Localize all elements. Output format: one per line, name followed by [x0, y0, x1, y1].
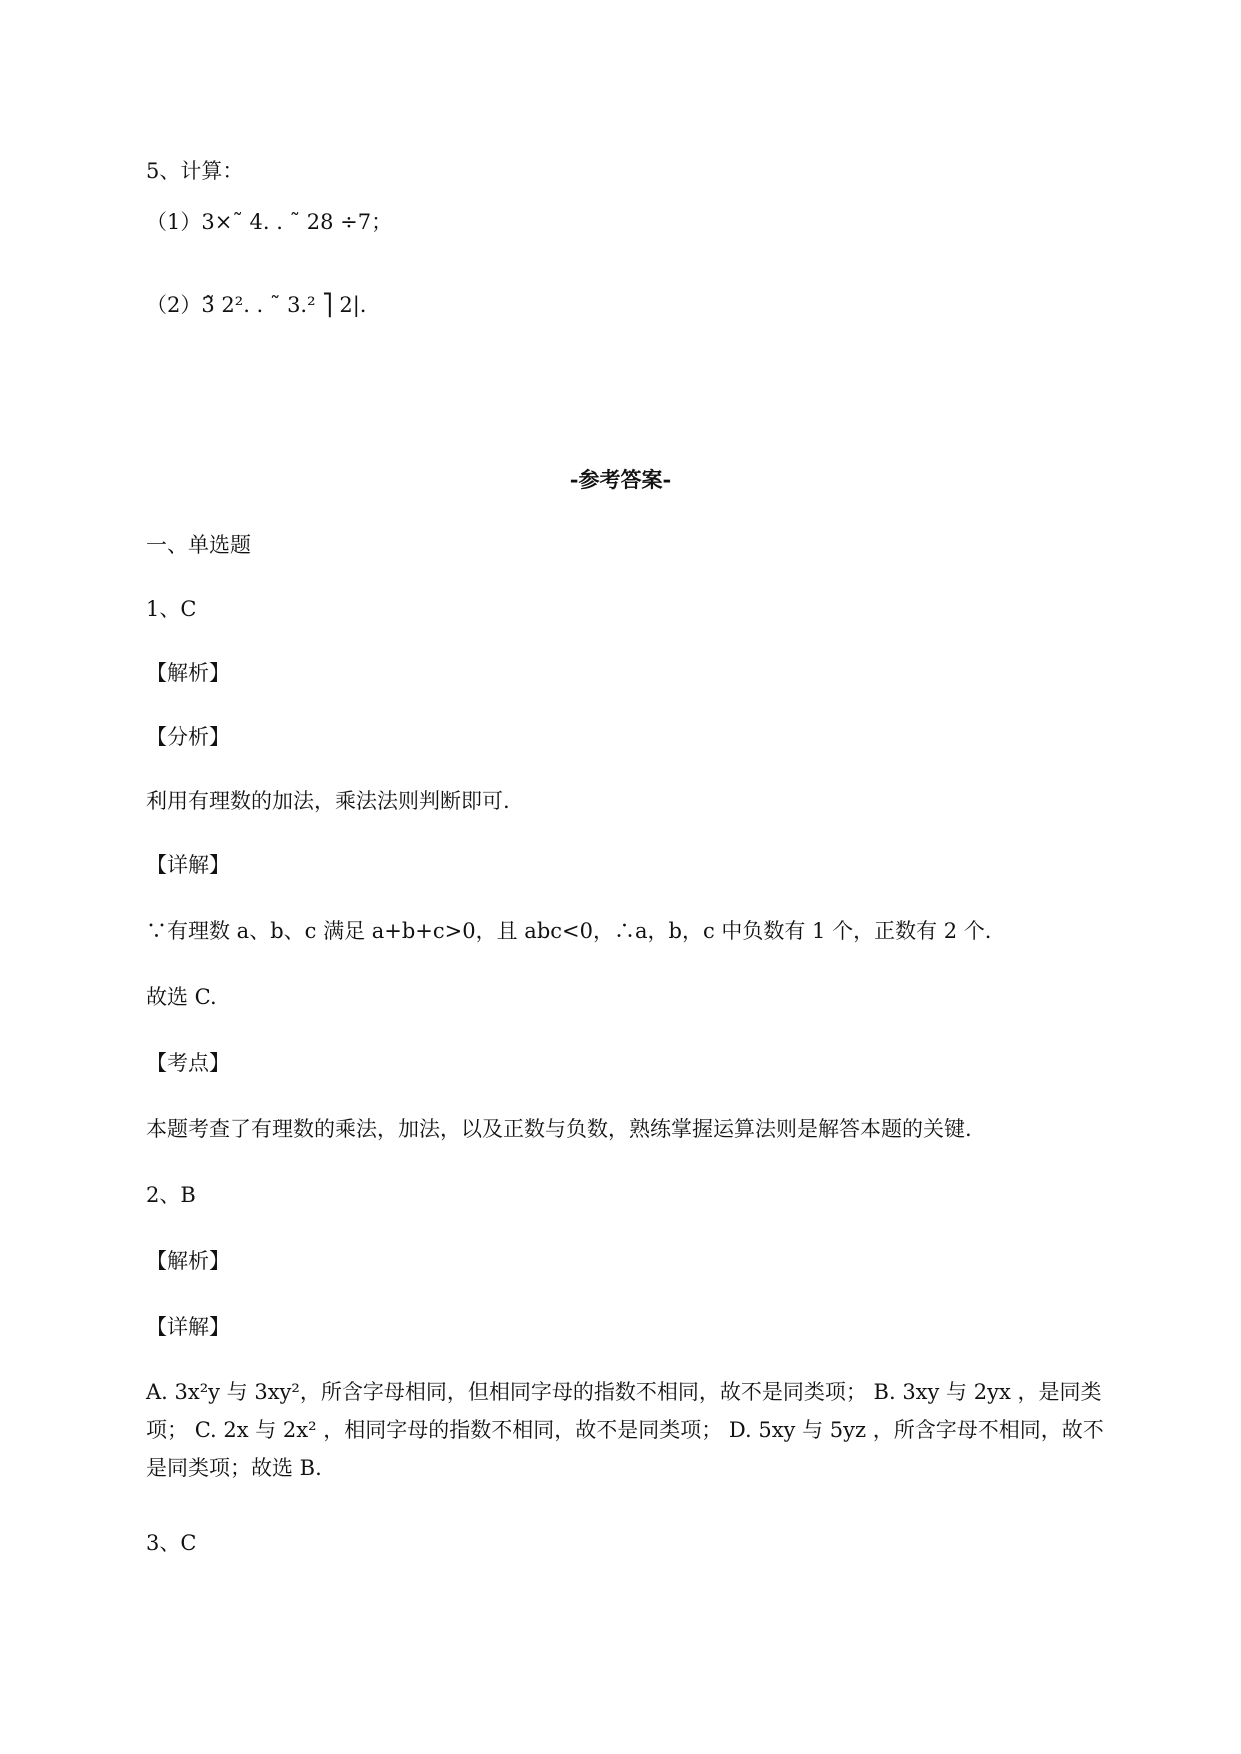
section-title: 一、单选题 — [146, 533, 251, 557]
q2-number: 2、B — [146, 1183, 196, 1207]
expr-1-content: 3×˜ 4. . ˜ 28 ÷7； — [201, 210, 393, 234]
question-5-expr-1 — [146, 207, 392, 237]
q3-number: 3、C — [146, 1531, 197, 1555]
q2-option-d: D. 5xy 与 5yz ，所含字母不相同，故不是同类项；故选 B. — [146, 1418, 1104, 1480]
q2-jiexi-label: 【解析】 — [146, 1249, 230, 1273]
q1-fenxi-text: 利用有理数的加法，乘法法则判断即可. — [146, 789, 510, 813]
q1-jiexi-label: 【解析】 — [146, 661, 230, 685]
answers-heading: -参考答案- — [569, 467, 672, 492]
expr-2-label: （2） — [146, 293, 202, 317]
q1-xiangjie-text: ∵有理数 a、b、c 满足 a+b+c>0，且 abc<0，∴a，b，c 中负数有 1 个，正数有 2 个. — [146, 919, 992, 943]
question-5-expr-2 — [146, 290, 366, 320]
q1-kaodian-text: 本题考查了有理数的乘法，加法，以及正数与负数，熟练掌握运算法则是解答本题的关键. — [146, 1117, 972, 1141]
q2-option-c: C. 2x 与 2x² ，相同字母的指数不相同，故不是同类项； — [194, 1418, 723, 1442]
q2-explanation — [146, 1373, 1106, 1487]
q2-option-a: A. 3x²y 与 3xy²，所含字母相同，但相同字母的指数不相同，故不是同类项； — [146, 1380, 867, 1404]
q1-xiangjie-label: 【详解】 — [146, 853, 230, 877]
q1-conclusion: 故选 C. — [146, 985, 217, 1009]
question-5-title: 5、计算： — [146, 159, 244, 183]
q1-number: 1、C — [146, 597, 197, 621]
q1-fenxi-label: 【分析】 — [146, 725, 230, 749]
expr-1-label: （1） — [146, 210, 202, 234]
q2-option-b: B. 3xy 与 2yx ，是同类项； — [146, 1380, 1102, 1442]
q2-xiangjie-label: 【详解】 — [146, 1315, 230, 1339]
q1-kaodian-label: 【考点】 — [146, 1051, 230, 1075]
expr-2-content: 3̃ 2². . ˜ 3.² ⎤ 2|. — [201, 293, 367, 317]
